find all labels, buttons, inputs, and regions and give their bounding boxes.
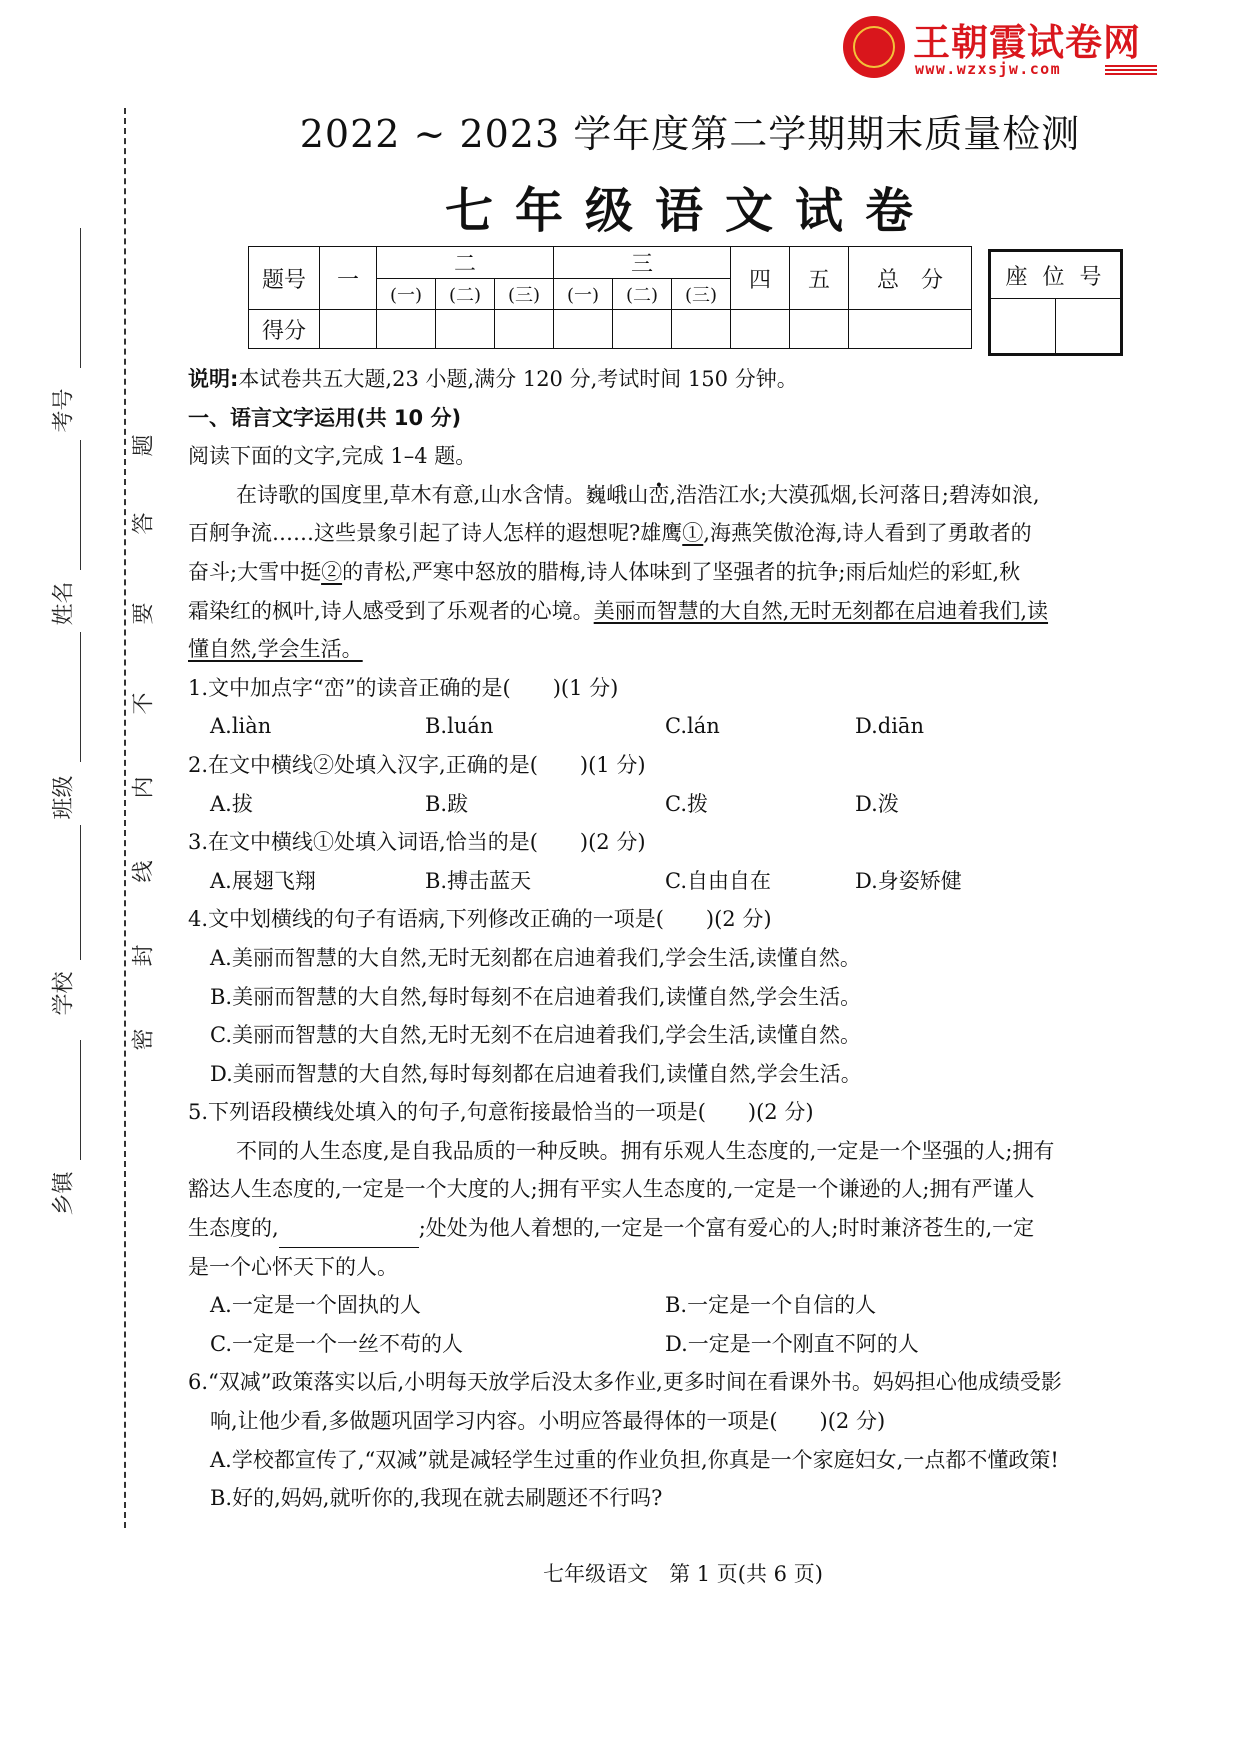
- score-cell: [613, 310, 672, 349]
- question-5-passage: 不同的人生态度,是自我品质的一种反映。拥有乐观人生态度的,一定是一个坚强的人;拥有: [236, 1138, 1055, 1163]
- logo-stripes: [1105, 65, 1157, 75]
- seat-number-cell: [990, 299, 1056, 355]
- passage-text: ,浩浩江水;大漠孤烟,长河落日;碧涛如浪,: [669, 482, 1040, 507]
- option: D.身姿矫健: [855, 868, 962, 893]
- option: D.一定是一个刚直不阿的人: [665, 1331, 919, 1356]
- margin-blank-exam-no: [80, 228, 81, 368]
- score-table-subcol: (一): [377, 279, 436, 310]
- instructions: [188, 360, 1178, 399]
- margin-field-town: 乡镇: [51, 1171, 77, 1216]
- exam-content: [188, 360, 1178, 1518]
- option: B.一定是一个自信的人: [665, 1293, 877, 1318]
- passage-text: 在诗歌的国度里,草木有意,山水含情。巍峨山: [236, 482, 649, 507]
- question-2-options: [188, 785, 1178, 824]
- question-3-stem: 3.在文中横线①处填入词语,恰当的是( )(2 分): [188, 830, 646, 855]
- emphasis-char: 峦: [648, 482, 670, 507]
- instructions-text: 本试卷共五大题,23 小题,满分 120 分,考试时间 150 分钟。: [238, 367, 798, 391]
- margin-blank-class: [80, 632, 81, 762]
- option: C.拨: [665, 791, 708, 816]
- passage-line: [188, 476, 1178, 515]
- score-table-col-5: 五: [790, 247, 849, 310]
- underlined-sentence: 美丽而智慧的大自然,无时无刻都在启迪着我们,读: [593, 598, 1049, 623]
- fill-blank: [279, 1221, 419, 1248]
- section1-intro: 阅读下面的文字,完成 1–4 题。: [188, 444, 477, 469]
- score-cell: [495, 310, 554, 349]
- logo-name: 王朝霞试卷网: [913, 21, 1141, 64]
- seat-number-box: [988, 249, 1123, 356]
- margin-warning-char: 线: [131, 860, 157, 883]
- exam-title: 2022 ~ 2023 学年度第二学期期末质量检测: [299, 112, 1081, 156]
- option: B.跋: [425, 791, 469, 816]
- score-cell: [672, 310, 731, 349]
- question-1-stem: 1.文中加点字“峦”的读音正确的是( )(1 分): [188, 675, 619, 700]
- question-4-stem: 4.文中划横线的句子有语病,下列修改正确的一项是( )(2 分): [188, 907, 772, 932]
- score-table-subcol: (三): [672, 279, 731, 310]
- passage-text: 的青松,严寒中怒放的腊梅,诗人体味到了坚强者的抗争;雨后灿烂的彩虹,秋: [342, 559, 1021, 584]
- option: B.好的,妈妈,就听你的,我现在就去刷题还不行吗?: [210, 1486, 663, 1511]
- option: A.拔: [210, 791, 253, 816]
- passage-text: ,海燕笑傲沧海,诗人看到了勇敢者的: [703, 521, 1032, 546]
- score-cell: [377, 310, 436, 349]
- score-table-col-2: 二: [377, 247, 554, 279]
- margin-field-school: 学校: [51, 971, 77, 1016]
- logo-url: www.wzxsjw.com: [915, 60, 1062, 78]
- margin-field-exam-no: 考号: [51, 388, 77, 433]
- option: B.美丽而智慧的大自然,每时每刻不在启迪着我们,读懂自然,学会生活。: [210, 984, 862, 1009]
- margin-field-name: 姓名: [51, 581, 77, 626]
- question-1-options: [188, 707, 1178, 746]
- score-cell: [554, 310, 613, 349]
- margin-warning-char: 要: [131, 602, 157, 625]
- option: D.美丽而智慧的大自然,每时每刻都在启迪着我们,读懂自然,学会生活。: [210, 1061, 862, 1086]
- margin-warning-char: 密: [131, 1028, 157, 1051]
- question-5-options: [188, 1325, 1178, 1364]
- seat-number-label: 座 位 号: [990, 251, 1122, 299]
- option: A.一定是一个固执的人: [210, 1293, 421, 1318]
- question-6-stem: 6.“双减”政策落实以后,小明每天放学后没太多作业,更多时间在看课外书。妈妈担心他成绩受影: [188, 1370, 1062, 1395]
- margin-warning-char: 不: [131, 692, 157, 715]
- passage-text: 生态度的,: [188, 1216, 279, 1241]
- question-5-passage: [188, 1209, 1178, 1248]
- margin-field-class: 班级: [51, 775, 77, 820]
- question-3-options: [188, 862, 1178, 901]
- site-logo: [843, 10, 1163, 80]
- option: C.自由自在: [665, 868, 771, 893]
- score-cell: [790, 310, 849, 349]
- score-cell: [849, 310, 972, 349]
- question-5-passage: 豁达人生态度的,一定是一个大度的人;拥有平实人生态度的,一定是一个谦逊的人;拥有严谨人: [188, 1177, 1035, 1202]
- score-cell: [731, 310, 790, 349]
- seat-number-cell: [1056, 299, 1122, 355]
- blank-marker-1: ①: [682, 521, 704, 546]
- section1-title: 一、语言文字运用(共 10 分): [188, 405, 462, 430]
- score-table-col-4: 四: [731, 247, 790, 310]
- question-5-options: [188, 1286, 1178, 1325]
- margin-blank-school: [80, 825, 81, 960]
- question-6-stem: 响,让他少看,多做题巩固学习内容。小明应答最得体的一项是( )(2 分): [210, 1409, 886, 1434]
- logo-seal-icon: [843, 16, 905, 78]
- page-footer: 七年级语文 第 1 页(共 6 页): [543, 1562, 823, 1586]
- question-2-stem: 2.在文中横线②处填入汉字,正确的是( )(1 分): [188, 752, 646, 777]
- passage-line: [188, 630, 1178, 669]
- passage-text: 百舸争流……这些景象引起了诗人怎样的遐想呢?雄鹰: [188, 521, 683, 546]
- option: A.liàn: [210, 714, 272, 739]
- margin-warning-char: 内: [131, 776, 157, 799]
- score-table-score-label: 得分: [249, 310, 320, 349]
- passage-line: [188, 553, 1178, 592]
- score-table-subcol: (三): [495, 279, 554, 310]
- option: D.泼: [855, 791, 899, 816]
- score-table-col-1: 一: [320, 247, 377, 310]
- margin-warning-char: 题: [131, 434, 157, 457]
- score-table-subcol: (一): [554, 279, 613, 310]
- exam-subtitle: 七年级语文试卷: [444, 183, 935, 239]
- underlined-sentence: 懂自然,学会生活。: [188, 637, 363, 662]
- score-cell: [436, 310, 495, 349]
- option: A.学校都宣传了,“双减”就是减轻学生过重的作业负担,你真是一个家庭妇女,一点都不懂政策!: [210, 1447, 1059, 1472]
- option: C.lán: [665, 714, 720, 739]
- option: B.luán: [425, 714, 494, 739]
- passage-text: 霜染红的枫叶,诗人感受到了乐观者的心境。: [188, 598, 594, 623]
- score-table-col-total: 总 分: [849, 247, 972, 310]
- passage-text: ;处处为他人着想的,一定是一个富有爱心的人;时时兼济苍生的,一定: [418, 1216, 1035, 1241]
- score-table: [248, 246, 972, 349]
- score-table-header-label: 题号: [249, 247, 320, 310]
- passage-line: [188, 514, 1178, 553]
- question-5-stem: 5.下列语段横线处填入的句子,句意衔接最恰当的一项是( )(2 分): [188, 1100, 814, 1125]
- option: C.美丽而智慧的大自然,无时无刻不在启迪着我们,学会生活,读懂自然。: [210, 1023, 862, 1048]
- instructions-label: 说明:: [188, 367, 239, 391]
- margin-blank-name: [80, 440, 81, 570]
- margin-warning-char: 封: [131, 944, 157, 967]
- option: D.diān: [855, 714, 924, 739]
- passage-text: 奋斗;大雪中挺: [188, 559, 322, 584]
- option: C.一定是一个一丝不苟的人: [210, 1331, 463, 1356]
- option: A.展翅飞翔: [210, 868, 316, 893]
- option: B.搏击蓝天: [425, 868, 532, 893]
- blank-marker-2: ②: [321, 559, 343, 584]
- seal-line: [124, 108, 126, 1528]
- margin-warning-char: 答: [131, 512, 157, 535]
- score-table-subcol: (二): [613, 279, 672, 310]
- score-cell: [320, 310, 377, 349]
- option: A.美丽而智慧的大自然,无时无刻都在启迪着我们,学会生活,读懂自然。: [210, 945, 861, 970]
- score-table-subcol: (二): [436, 279, 495, 310]
- score-table-col-3: 三: [554, 247, 731, 279]
- margin-blank-town: [80, 1040, 81, 1160]
- passage-line: [188, 592, 1178, 631]
- question-5-passage: 是一个心怀天下的人。: [188, 1254, 398, 1279]
